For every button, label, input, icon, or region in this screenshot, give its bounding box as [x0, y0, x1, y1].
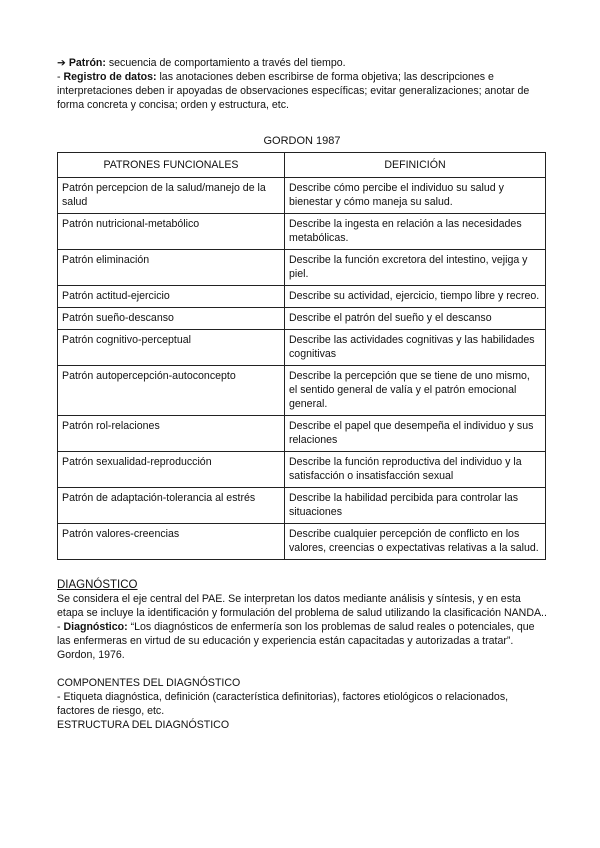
header-patrones: PATRONES FUNCIONALES: [58, 153, 285, 178]
quote-dash: -: [57, 621, 64, 633]
table-row: [58, 488, 546, 524]
registro-text: las anotaciones deben escribirse de forma objetiva; las descripciones e interpretaciones deben ir apoyadas de observaciones específicas; evitar generalizaciones; anotar de forma concreta y concisa; orden y estructura, etc.: [57, 71, 530, 111]
table-row: [58, 286, 546, 308]
intro-section: [57, 56, 547, 112]
diagnostico-title: DIAGNÓSTICO: [57, 579, 138, 591]
cell-patron: Patrón valores-creencias: [58, 524, 285, 560]
cell-patron: Patrón de adaptación-tolerancia al estrés: [58, 488, 285, 524]
registro-label: Registro de datos:: [63, 71, 157, 83]
header-definicion: DEFINICIÓN: [285, 153, 546, 178]
table-row: [58, 308, 546, 330]
registro-dash: -: [57, 71, 64, 83]
cell-definicion: Describe el patrón del sueño y el descanso: [285, 308, 546, 330]
quote-label: Diagnóstico:: [63, 621, 128, 633]
patron-paragraph: [57, 56, 547, 70]
diagnostico-section: [57, 578, 547, 662]
table-row: [58, 178, 546, 214]
quote-text: “Los diagnósticos de enfermería son los problemas de salud reales o potenciales, que las enfermeras en virtud de su educación y experiencia están capacitadas y autorizadas a tratar”. Gordon, 1976.: [57, 621, 535, 661]
table-row: [58, 416, 546, 452]
patron-label: Patrón:: [68, 57, 106, 69]
table-caption: GORDON 1987: [263, 135, 341, 147]
cell-definicion: Describe la percepción que se tiene de uno mismo, el sentido general de valía y el patrón emocional general.: [285, 366, 546, 416]
componentes-section: [57, 676, 547, 732]
table-row: [58, 214, 546, 250]
diagnostico-text: Se considera el eje central del PAE. Se interpretan los datos mediante análisis y síntesis, y en esta etapa se incluye la identificación y formulación del problema de salud utilizando la clasificación NANDA..: [57, 593, 547, 619]
cell-patron: Patrón sueño-descanso: [58, 308, 285, 330]
table-row: [58, 366, 546, 416]
table-row: [58, 250, 546, 286]
cell-patron: Patrón percepcion de la salud/manejo de la salud: [58, 178, 285, 214]
cell-definicion: Describe la ingesta en relación a las necesidades metabólicas.: [285, 214, 546, 250]
cell-patron: Patrón autopercepción-autoconcepto: [58, 366, 285, 416]
table-row: [58, 330, 546, 366]
cell-patron: Patrón nutricional-metabólico: [58, 214, 285, 250]
diagnostico-quote: [57, 620, 547, 662]
cell-patron: Patrón rol-relaciones: [58, 416, 285, 452]
componentes-title: COMPONENTES DEL DIAGNÓSTICO: [57, 677, 241, 689]
cell-definicion: Describe cualquier percepción de conflicto en los valores, creencias o expectativas relativas a la salud.: [285, 524, 546, 560]
cell-definicion: Describe la función reproductiva del individuo y la satisfacción o insatisfacción sexual: [285, 452, 546, 488]
cell-patron: Patrón actitud-ejercicio: [58, 286, 285, 308]
registro-paragraph: [57, 70, 547, 112]
document-page: [57, 56, 547, 732]
cell-patron: Patrón cognitivo-perceptual: [58, 330, 285, 366]
table-header-row: [58, 153, 546, 178]
table-row: [58, 452, 546, 488]
cell-definicion: Describe cómo percibe el individuo su salud y bienestar y cómo maneja su salud.: [285, 178, 546, 214]
cell-patron: Patrón eliminación: [58, 250, 285, 286]
cell-patron: Patrón sexualidad-reproducción: [58, 452, 285, 488]
estructura-title: ESTRUCTURA DEL DIAGNÓSTICO: [57, 719, 230, 731]
patron-text: secuencia de comportamiento a través del tiempo.: [105, 57, 346, 69]
cell-definicion: Describe las actividades cognitivas y las habilidades cognitivas: [285, 330, 546, 366]
componentes-text: - Etiqueta diagnóstica, definición (característica definitorias), factores etiológicos o relacionados, factores de riesgo, etc.: [57, 691, 509, 717]
cell-definicion: Describe su actividad, ejercicio, tiempo libre y recreo.: [285, 286, 546, 308]
gordon-table: [57, 152, 546, 560]
cell-definicion: Describe el papel que desempeña el individuo y sus relaciones: [285, 416, 546, 452]
cell-definicion: Describe la habilidad percibida para controlar las situaciones: [285, 488, 546, 524]
table-row: [58, 524, 546, 560]
arrow-icon: ➔: [57, 57, 66, 69]
cell-definicion: Describe la función excretora del intestino, vejiga y piel.: [285, 250, 546, 286]
